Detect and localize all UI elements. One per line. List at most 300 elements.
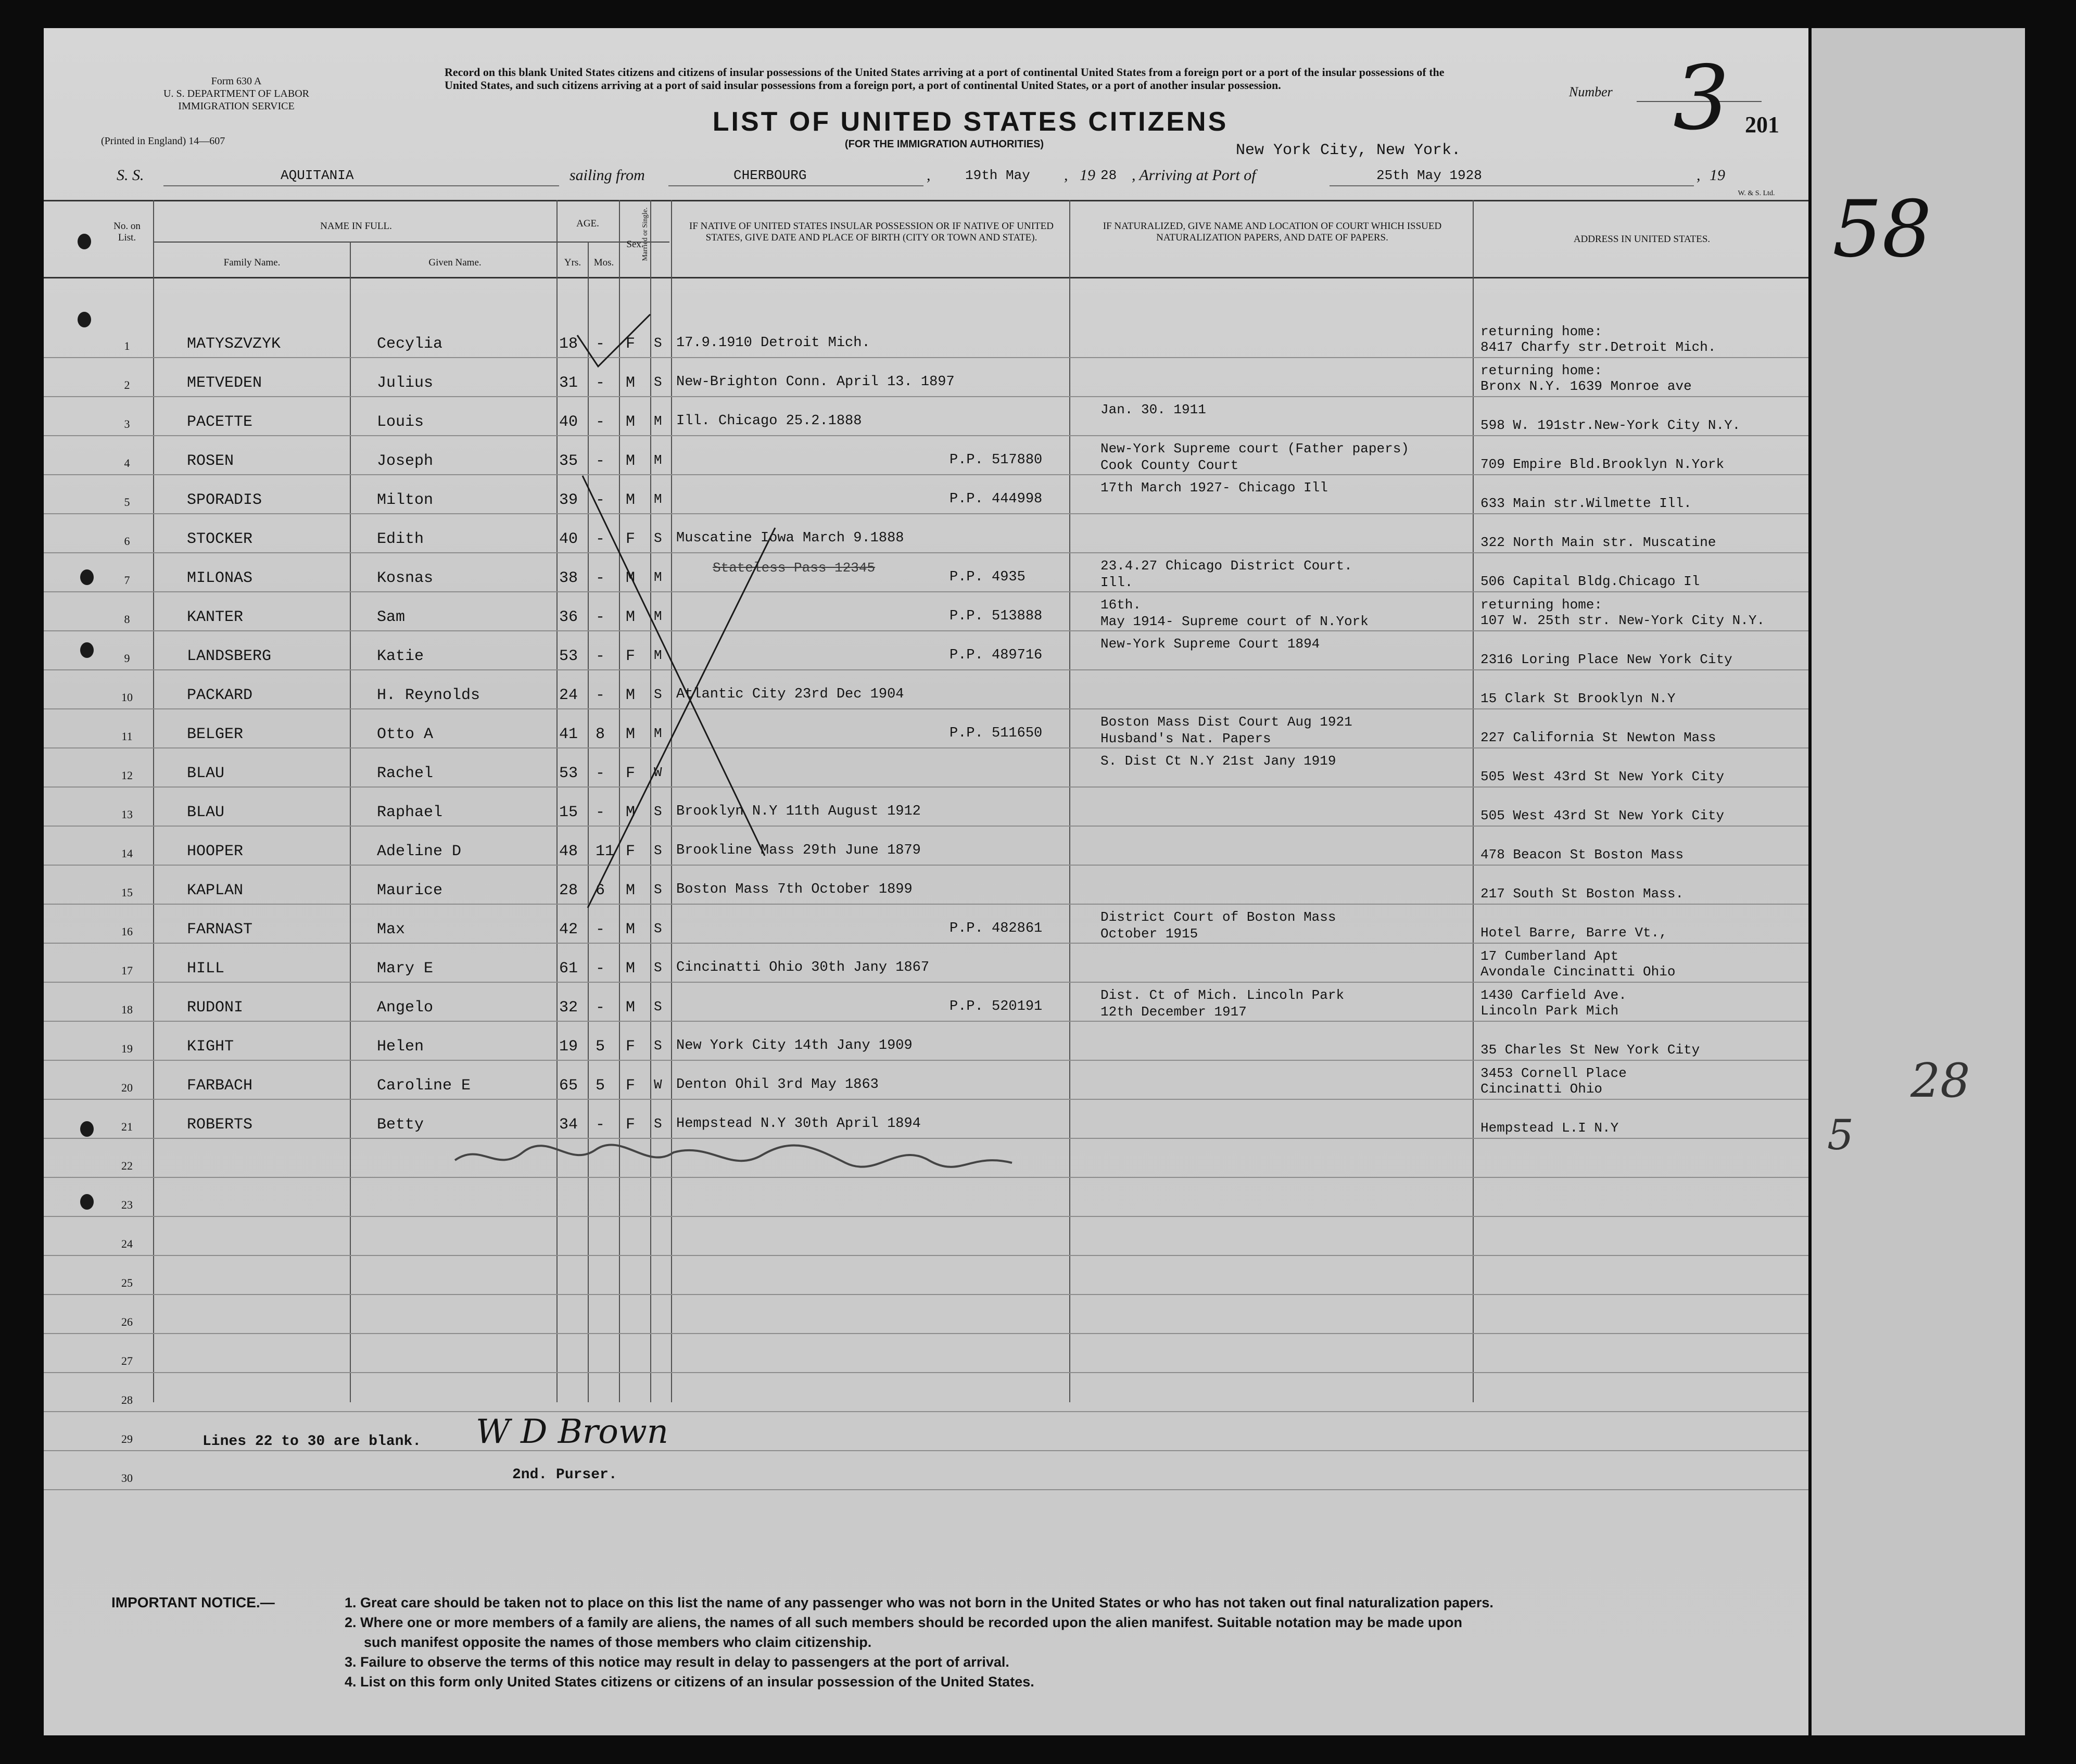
family-name: BLAU xyxy=(187,804,225,821)
age-years: 53 xyxy=(559,765,578,782)
sex: M xyxy=(626,804,636,821)
sex: M xyxy=(626,491,636,509)
age-years: 40 xyxy=(559,413,578,431)
row-rule xyxy=(44,826,1808,827)
age-months: - xyxy=(596,530,605,548)
departure-port: CHERBOURG xyxy=(733,168,807,183)
age-years: 36 xyxy=(559,608,578,626)
sex: F xyxy=(626,843,636,860)
row-number: 24 xyxy=(121,1237,133,1250)
naturalization-2: October 1915 xyxy=(1100,926,1198,942)
row-rule xyxy=(44,630,1808,631)
birth-details: New York City 14th Jany 1909 xyxy=(676,1038,913,1054)
header-married: Married or Single. xyxy=(641,207,649,261)
naturalization-1: New-York Supreme Court 1894 xyxy=(1100,636,1320,652)
row-rule xyxy=(44,552,1808,553)
notice-item-4: 4. List on this form only United States citizens or citizens of an insular possession of the United States. xyxy=(345,1674,1034,1690)
age-months: - xyxy=(596,413,605,431)
col-line xyxy=(1069,200,1070,1402)
list-number: 3 xyxy=(1673,47,1730,150)
given-name: Max xyxy=(377,921,406,938)
adjacent-page-strip xyxy=(1812,28,2025,1735)
row-number: 7 xyxy=(124,574,130,587)
naturalization-1: Dist. Ct of Mich. Lincoln Park xyxy=(1100,987,1345,1003)
naturalization-1: S. Dist Ct N.Y 21st Jany 1919 xyxy=(1100,753,1336,769)
birth-details: Ill. Chicago 25.2.1888 xyxy=(676,413,862,429)
address-1: returning home: xyxy=(1480,597,1603,613)
form-instructions: Record on this blank United States citizens and citizens of insular possessions of the United States arriving at a port of continental United States from a foreign port or a port of the insular possessions of the United States, and such citizens arriving at a port of said insular possessions from a foreign port, a port of continental United States, or a port of another insular possession. xyxy=(445,66,1445,92)
naturalization-2: Ill. xyxy=(1100,575,1133,590)
row-rule xyxy=(44,1489,1808,1490)
birth-details: 17.9.1910 Detroit Mich. xyxy=(676,335,870,351)
row-rule xyxy=(44,591,1808,592)
blank-lines-note: Lines 22 to 30 are blank. xyxy=(202,1433,422,1450)
purser-signature: W D Brown xyxy=(476,1413,668,1451)
passport-number: P.P. 489716 xyxy=(950,648,1043,663)
header-naturalized: IF NATURALIZED, GIVE NAME AND LOCATION OF COURT WHICH ISSUED NATURALIZATION PAPERS, AND DATE OF PAPERS. xyxy=(1103,221,1442,243)
row-rule xyxy=(44,513,1808,514)
form-number: Form 630 A xyxy=(211,75,262,87)
header-address: ADDRESS IN UNITED STATES. xyxy=(1573,234,1711,245)
marital-status: S xyxy=(654,882,662,897)
form-printed: (Printed in England) 14—607 xyxy=(101,135,225,147)
row-number: 22 xyxy=(121,1159,133,1172)
punch-hole xyxy=(80,642,94,658)
naturalization-1: Jan. 30. 1911 xyxy=(1100,402,1206,417)
age-years: 39 xyxy=(559,491,578,509)
age-months: 5 xyxy=(596,1077,605,1095)
row-rule xyxy=(44,1216,1808,1217)
row-number: 1 xyxy=(124,339,130,352)
row-rule xyxy=(44,669,1808,670)
birth-details: Hempstead N.Y 30th April 1894 xyxy=(676,1116,921,1132)
struck-entry: Stateless Pass 12345 xyxy=(713,560,876,576)
naturalization-2: May 1914- Supreme court of N.York xyxy=(1100,614,1369,629)
comma-3: , xyxy=(1697,167,1701,184)
given-name: Helen xyxy=(377,1038,424,1056)
row-rule xyxy=(44,1255,1808,1256)
punch-hole xyxy=(80,1194,94,1210)
marital-status: S xyxy=(654,804,662,819)
notice-item-2: 2. Where one or more members of a family are aliens, the names of all such members should be recorded upon the alien manifest. Suitable notation may be made upon xyxy=(345,1615,1463,1630)
marital-status: S xyxy=(654,1116,662,1132)
age-months: - xyxy=(596,921,605,938)
family-name: HOOPER xyxy=(187,843,244,860)
address-2: 478 Beacon St Boston Mass xyxy=(1480,847,1684,862)
family-name: ROBERTS xyxy=(187,1116,253,1134)
address-2: 217 South St Boston Mass. xyxy=(1480,886,1684,902)
family-name: MILONAS xyxy=(187,569,253,587)
row-rule xyxy=(44,1060,1808,1061)
marital-status: W xyxy=(654,765,662,780)
punch-hole xyxy=(80,569,94,585)
birth-details: Cincinatti Ohio 30th Jany 1867 xyxy=(676,960,930,975)
address-2: 15 Clark St Brooklyn N.Y xyxy=(1480,691,1676,706)
ss-label: S. S. xyxy=(117,167,144,184)
address-2: Cincinatti Ohio xyxy=(1480,1081,1603,1097)
table-top-border xyxy=(44,200,1808,201)
punch-hole xyxy=(78,234,91,249)
notice-item-2b: such manifest opposite the names of those members who claim citizenship. xyxy=(364,1634,872,1650)
age-years: 38 xyxy=(559,569,578,587)
row-rule xyxy=(44,982,1808,983)
family-name: KAPLAN xyxy=(187,882,244,899)
age-months: - xyxy=(596,960,605,978)
address-2: 322 North Main str. Muscatine xyxy=(1480,535,1716,550)
marital-status: S xyxy=(654,999,662,1014)
address-2: 227 California St Newton Mass xyxy=(1480,730,1716,745)
address-1: returning home: xyxy=(1480,324,1603,339)
birth-details: Denton Ohil 3rd May 1863 xyxy=(676,1077,879,1093)
age-years: 34 xyxy=(559,1116,578,1134)
naturalization-1: 16th. xyxy=(1100,597,1142,613)
header-no: No. on List. xyxy=(113,221,141,243)
birth-details: Atlantic City 23rd Dec 1904 xyxy=(676,687,904,702)
sex: M xyxy=(626,569,636,587)
given-name: Caroline E xyxy=(377,1077,471,1095)
row-number: 3 xyxy=(124,417,130,430)
given-name: Raphael xyxy=(377,804,443,821)
arrival-port: New York City, New York. xyxy=(1236,142,1461,159)
age-months: - xyxy=(596,687,605,704)
row-number: 28 xyxy=(121,1393,133,1406)
age-years: 65 xyxy=(559,1077,578,1095)
sail-date: 19th May xyxy=(965,168,1030,183)
naturalization-2: 12th December 1917 xyxy=(1100,1004,1247,1020)
family-name: HILL xyxy=(187,960,225,978)
given-name: Angelo xyxy=(377,999,434,1017)
sex: M xyxy=(626,687,636,704)
marital-status: S xyxy=(654,843,662,858)
row-number: 29 xyxy=(121,1432,133,1445)
header-divider xyxy=(44,277,1808,278)
age-years: 15 xyxy=(559,804,578,821)
address-2: 709 Empire Bld.Brooklyn N.York xyxy=(1480,456,1725,472)
col-line xyxy=(1473,200,1474,1402)
marital-status: S xyxy=(654,374,662,390)
notice-item-3: 3. Failure to observe the terms of this notice may result in delay to passengers at the port of arrival. xyxy=(345,1654,1009,1670)
address-2: 35 Charles St New York City xyxy=(1480,1042,1700,1058)
naturalization-1: New-York Supreme court (Father papers) xyxy=(1100,441,1409,456)
age-years: 61 xyxy=(559,960,578,978)
marital-status: S xyxy=(654,921,662,936)
purser-title: 2nd. Purser. xyxy=(512,1467,617,1483)
punch-hole xyxy=(80,1121,94,1137)
age-years: 48 xyxy=(559,843,578,860)
age-months: 5 xyxy=(596,1038,605,1056)
row-number: 16 xyxy=(121,925,133,938)
row-rule xyxy=(44,1411,1808,1412)
address-2: 107 W. 25th str. New-York City N.Y. xyxy=(1480,613,1765,628)
page-subtitle: (FOR THE IMMIGRATION AUTHORITIES) xyxy=(844,138,1044,150)
address-2: Hempstead L.I N.Y xyxy=(1480,1120,1619,1136)
row-number: 8 xyxy=(124,613,130,626)
address-2: Avondale Cincinatti Ohio xyxy=(1480,964,1676,980)
row-number: 9 xyxy=(124,652,130,665)
birth-details: Brooklyn N.Y 11th August 1912 xyxy=(676,804,921,819)
row-rule xyxy=(44,708,1808,709)
row-number: 30 xyxy=(121,1471,133,1484)
age-years: 53 xyxy=(559,648,578,665)
age-years: 35 xyxy=(559,452,578,470)
address-1: 1430 Carfield Ave. xyxy=(1480,987,1627,1003)
naturalization-1: 17th March 1927- Chicago Ill xyxy=(1100,480,1328,496)
given-name: Betty xyxy=(377,1116,424,1134)
naturalization-2: Cook County Court xyxy=(1100,458,1239,473)
arrival-underline xyxy=(1330,185,1694,186)
age-months: - xyxy=(596,804,605,821)
year-prefix: 19 xyxy=(1080,167,1095,184)
tally-marks xyxy=(556,309,780,1173)
row-number: 27 xyxy=(121,1354,133,1367)
family-name: BLAU xyxy=(187,765,225,782)
sex: F xyxy=(626,335,636,353)
sex: M xyxy=(626,374,636,392)
sex: M xyxy=(626,921,636,938)
age-months: - xyxy=(596,765,605,782)
age-months: 6 xyxy=(596,882,605,899)
manifest-page xyxy=(44,28,1808,1735)
arriving-label: , Arriving at Port of xyxy=(1132,167,1256,184)
sex: M xyxy=(626,608,636,626)
naturalization-1: Boston Mass Dist Court Aug 1921 xyxy=(1100,714,1352,730)
given-name: Milton xyxy=(377,491,434,509)
given-name: Rachel xyxy=(377,765,434,782)
given-name: Cecylia xyxy=(377,335,443,353)
notice-item-1: 1. Great care should be taken not to place on this list the name of any passenger who was not born in the United States or who has not taken out final naturalization papers. xyxy=(345,1595,1493,1610)
form-department: U. S. DEPARTMENT OF LABOR xyxy=(163,88,309,99)
row-number: 26 xyxy=(121,1315,133,1328)
row-rule xyxy=(44,396,1808,397)
marital-status: M xyxy=(654,608,662,624)
given-name: Katie xyxy=(377,648,424,665)
marital-status: S xyxy=(654,687,662,702)
given-name: Kosnas xyxy=(377,569,434,587)
col-line xyxy=(153,200,154,1402)
naturalization-1: District Court of Boston Mass xyxy=(1100,909,1336,925)
marital-status: S xyxy=(654,1038,662,1054)
header-sex: Sex. xyxy=(626,239,644,250)
row-rule xyxy=(44,1450,1808,1451)
row-rule xyxy=(44,1333,1808,1334)
row-rule xyxy=(44,865,1808,866)
given-name: Louis xyxy=(377,413,424,431)
passport-number: P.P. 517880 xyxy=(950,452,1043,468)
sailing-label: sailing from xyxy=(569,167,645,184)
age-years: 24 xyxy=(559,687,578,704)
address-2: 505 West 43rd St New York City xyxy=(1480,769,1725,784)
age-years: 40 xyxy=(559,530,578,548)
row-number: 17 xyxy=(121,964,133,977)
header-yrs: Yrs. xyxy=(564,257,581,268)
row-number: 11 xyxy=(121,730,133,743)
printer-mark: W. & S. Ltd. xyxy=(1738,189,1775,197)
row-rule xyxy=(44,786,1808,788)
row-number: 13 xyxy=(121,808,133,821)
sex: M xyxy=(626,960,636,978)
sex: F xyxy=(626,1077,636,1095)
sex: M xyxy=(626,726,636,743)
family-name: PACETTE xyxy=(187,413,253,431)
age-months: - xyxy=(596,335,605,353)
age-months: - xyxy=(596,608,605,626)
address-2: 505 West 43rd St New York City xyxy=(1480,808,1725,823)
row-number: 25 xyxy=(121,1276,133,1289)
age-years: 42 xyxy=(559,921,578,938)
form-service: IMMIGRATION SERVICE xyxy=(178,100,295,112)
row-number: 2 xyxy=(124,378,130,391)
address-2: 598 W. 191str.New-York City N.Y. xyxy=(1480,417,1741,433)
naturalization-1: 23.4.27 Chicago District Court. xyxy=(1100,558,1352,574)
row-rule xyxy=(44,1294,1808,1295)
age-months: - xyxy=(596,491,605,509)
year-blank: 19 xyxy=(1710,167,1725,184)
age-months: - xyxy=(596,374,605,392)
family-name: BELGER xyxy=(187,726,244,743)
address-2: Lincoln Park Mich xyxy=(1480,1003,1619,1019)
number-label: Number xyxy=(1569,84,1613,99)
notice-heading: IMPORTANT NOTICE.— xyxy=(111,1594,275,1610)
passport-number: P.P. 444998 xyxy=(950,491,1043,507)
sex: F xyxy=(626,648,636,665)
address-1: 17 Cumberland Apt xyxy=(1480,948,1619,964)
age-months: - xyxy=(596,452,605,470)
family-name: FARNAST xyxy=(187,921,253,938)
age-months: 11 xyxy=(596,843,615,860)
col-line xyxy=(350,242,351,1402)
age-months: - xyxy=(596,1116,605,1134)
address-2: Hotel Barre, Barre Vt., xyxy=(1480,925,1667,941)
row-number: 21 xyxy=(121,1120,133,1133)
row-number: 18 xyxy=(121,1003,133,1016)
row-number: 6 xyxy=(124,535,130,548)
marital-status: W xyxy=(654,1077,662,1093)
sex: M xyxy=(626,413,636,431)
row-rule xyxy=(44,357,1808,358)
address-2: 506 Capital Bldg.Chicago Il xyxy=(1480,574,1700,589)
given-name: Julius xyxy=(377,374,434,392)
header-mos: Mos. xyxy=(593,257,614,268)
family-name: KIGHT xyxy=(187,1038,234,1056)
row-number: 20 xyxy=(121,1081,133,1094)
family-name: FARBACH xyxy=(187,1077,253,1095)
marital-status: M xyxy=(654,452,662,468)
row-rule xyxy=(44,1099,1808,1100)
sex: F xyxy=(626,530,636,548)
marital-status: M xyxy=(654,413,662,429)
sex: M xyxy=(626,999,636,1017)
sex: M xyxy=(626,882,636,899)
row-rule xyxy=(44,1372,1808,1373)
marital-status: S xyxy=(654,960,662,975)
ship-name: AQUITANIA xyxy=(281,168,354,183)
family-name: SPORADIS xyxy=(187,491,262,509)
comma-1: , xyxy=(927,167,931,184)
sex: F xyxy=(626,1116,636,1134)
given-name: H. Reynolds xyxy=(377,687,480,704)
given-name: Joseph xyxy=(377,452,434,470)
marital-status: M xyxy=(654,726,662,741)
margin-note-side-b: 28 xyxy=(1910,1054,1970,1108)
page-number: 201 xyxy=(1745,112,1779,137)
family-name: KANTER xyxy=(187,608,244,626)
passport-number: P.P. 511650 xyxy=(950,726,1043,741)
passport-number: P.P. 482861 xyxy=(950,921,1043,936)
row-number: 19 xyxy=(121,1042,133,1055)
family-name: ROSEN xyxy=(187,452,234,470)
header-age: AGE. xyxy=(576,218,599,229)
comma-2: , xyxy=(1064,167,1068,184)
age-years: 28 xyxy=(559,882,578,899)
address-2: 633 Main str.Wilmette Ill. xyxy=(1480,496,1692,511)
age-years: 41 xyxy=(559,726,578,743)
passport-number: P.P. 520191 xyxy=(950,999,1043,1014)
address-1: 3453 Cornell Place xyxy=(1480,1065,1627,1081)
sex: F xyxy=(626,1038,636,1056)
address-1: returning home: xyxy=(1480,363,1603,378)
marital-status: M xyxy=(654,648,662,663)
address-2: 8417 Charfy str.Detroit Mich. xyxy=(1480,339,1716,355)
age-years: 19 xyxy=(559,1038,578,1056)
age-months: - xyxy=(596,999,605,1017)
passport-number: P.P. 4935 xyxy=(950,569,1026,585)
family-name: STOCKER xyxy=(187,530,253,548)
row-rule xyxy=(44,943,1808,944)
given-name: Otto A xyxy=(377,726,434,743)
passport-number: P.P. 513888 xyxy=(950,608,1043,624)
row-number: 14 xyxy=(121,847,133,860)
naturalization-2: Husband's Nat. Papers xyxy=(1100,731,1271,746)
row-number: 4 xyxy=(124,456,130,469)
ship-underline xyxy=(163,185,559,186)
family-name: PACKARD xyxy=(187,687,253,704)
given-name: Maurice xyxy=(377,882,443,899)
family-name: RUDONI xyxy=(187,999,244,1017)
row-rule xyxy=(44,1021,1808,1022)
row-number: 23 xyxy=(121,1198,133,1211)
punch-hole xyxy=(78,312,91,327)
row-rule xyxy=(44,904,1808,905)
age-years: 32 xyxy=(559,999,578,1017)
row-rule xyxy=(44,474,1808,475)
row-number: 5 xyxy=(124,496,130,509)
age-months: 8 xyxy=(596,726,605,743)
sex: M xyxy=(626,452,636,470)
row-number: 15 xyxy=(121,886,133,899)
sex: F xyxy=(626,765,636,782)
given-name: Sam xyxy=(377,608,406,626)
header-given-name: Given Name. xyxy=(428,257,482,268)
age-months: - xyxy=(596,648,605,665)
page-title: LIST OF UNITED STATES CITIZENS xyxy=(712,107,1229,137)
address-2: 2316 Loring Place New York City xyxy=(1480,652,1732,667)
port-underline xyxy=(668,185,923,186)
family-name: LANDSBERG xyxy=(187,648,272,665)
margin-note-top: 58 xyxy=(1832,184,1932,275)
header-native: IF NATIVE OF UNITED STATES INSULAR POSSESSION OR IF NATIVE OF UNITED STATES, GIVE DATE AND PLACE OF BIRTH (CITY OR TOWN AND STATE). xyxy=(689,221,1054,243)
age-years: 18 xyxy=(559,335,578,353)
age-years: 31 xyxy=(559,374,578,392)
address-2: Bronx N.Y. 1639 Monroe ave xyxy=(1480,378,1692,394)
family-name: MATYSZVZYK xyxy=(187,335,281,353)
given-name: Adeline D xyxy=(377,843,462,860)
row-rule xyxy=(44,435,1808,436)
header-name-in-full: NAME IN FULL. xyxy=(320,221,392,232)
given-name: Mary E xyxy=(377,960,434,978)
birth-details: Boston Mass 7th October 1899 xyxy=(676,882,913,897)
birth-details: New-Brighton Conn. April 13. 1897 xyxy=(676,374,955,390)
header-family-name: Family Name. xyxy=(223,257,281,268)
